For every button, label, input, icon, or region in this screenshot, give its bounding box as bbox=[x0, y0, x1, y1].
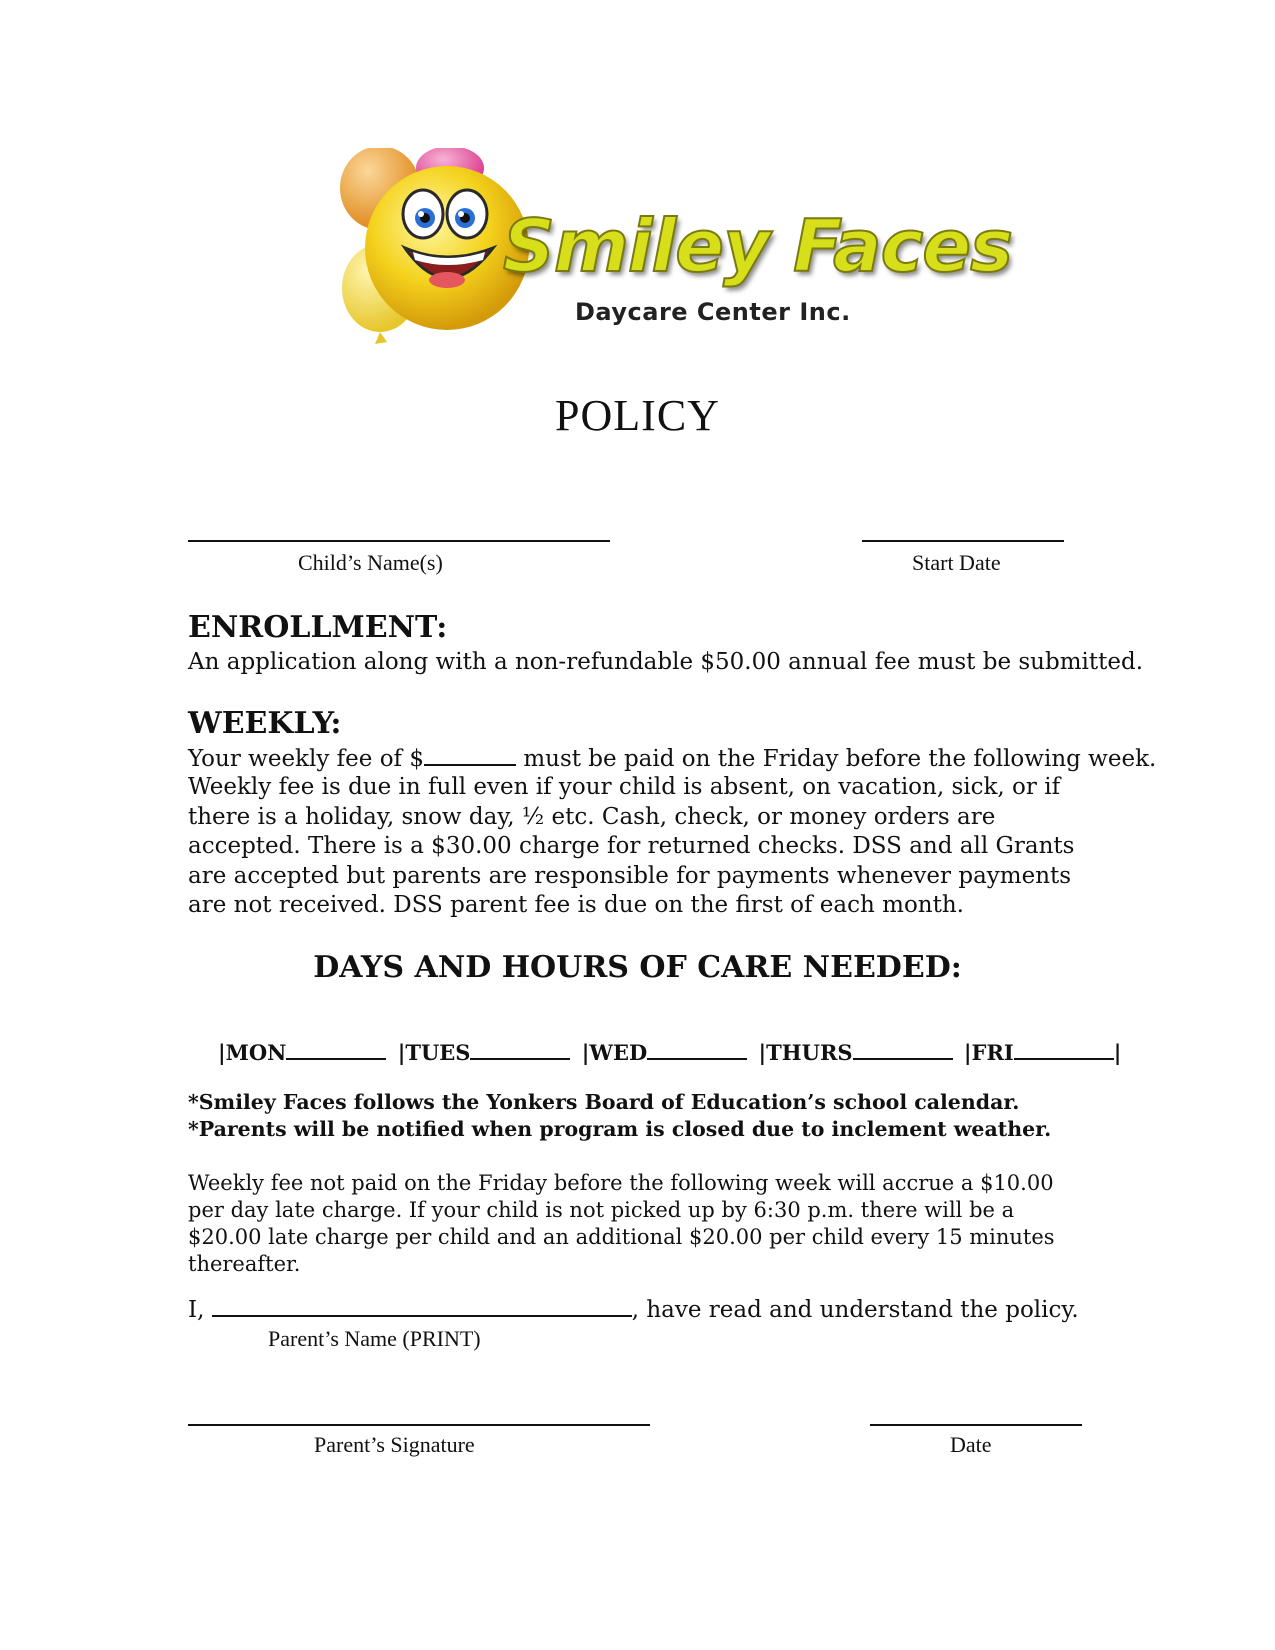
day-thurs-blank[interactable] bbox=[853, 1040, 953, 1060]
acknowledgement-line bbox=[188, 1295, 1079, 1326]
day-mon-label: |MON bbox=[218, 1040, 287, 1065]
enrollment-text: An application along with a non-refundable $50.00 annual fee must be submitted. bbox=[188, 649, 1144, 675]
child-name-line[interactable] bbox=[188, 540, 610, 542]
day-mon-blank[interactable] bbox=[286, 1040, 386, 1060]
parent-name-label: Parent’s Name (PRINT) bbox=[268, 1326, 481, 1351]
start-date-label: Start Date bbox=[912, 550, 1001, 575]
weekly-fee-blank[interactable] bbox=[424, 744, 516, 766]
logo bbox=[335, 148, 1012, 358]
weekly-fee-prefix: Your weekly fee of $ bbox=[188, 746, 425, 772]
signature-date-label: Date bbox=[950, 1432, 992, 1457]
parent-name-blank[interactable] bbox=[212, 1295, 632, 1317]
late-fee-text: Weekly fee not paid on the Friday before the following week will accrue a $10.00 per day late charge. If your child is not picked up by 6:30 p.m. there will be a $20.00 late charge per child and an additional $20.00 per child every 15 minutes thereafter. bbox=[188, 1171, 1055, 1276]
day-wed-blank[interactable] bbox=[647, 1040, 747, 1060]
page-title: POLICY bbox=[555, 391, 720, 440]
day-tues-blank[interactable] bbox=[470, 1040, 570, 1060]
start-date-line[interactable] bbox=[862, 540, 1064, 542]
ack-prefix: I, bbox=[188, 1297, 205, 1323]
weekly-fee-line bbox=[188, 744, 1157, 775]
care-heading: DAYS AND HOURS OF CARE NEEDED: bbox=[313, 950, 962, 985]
signature-line[interactable] bbox=[188, 1424, 650, 1426]
note-calendar: *Smiley Faces follows the Yonkers Board of Education’s school calendar. bbox=[188, 1090, 1020, 1114]
weekly-heading: WEEKLY: bbox=[188, 706, 342, 741]
child-name-label: Child’s Name(s) bbox=[298, 550, 443, 575]
care-days-row bbox=[218, 1040, 1121, 1065]
enrollment-heading: ENROLLMENT: bbox=[188, 610, 448, 645]
logo-title: Smiley Faces bbox=[503, 204, 1012, 288]
note-weather: *Parents will be notified when program is closed due to inclement weather. bbox=[188, 1117, 1052, 1141]
day-wed-label: |WED bbox=[581, 1040, 648, 1065]
day-tues-label: |TUES bbox=[397, 1040, 471, 1065]
weekly-fee-suffix: must be paid on the Friday before the following week. bbox=[516, 746, 1157, 772]
day-thurs-label: |THURS bbox=[758, 1040, 853, 1065]
signature-date-line[interactable] bbox=[870, 1424, 1082, 1426]
logo-tagline: Daycare Center Inc. bbox=[575, 298, 851, 326]
signature-label: Parent’s Signature bbox=[314, 1432, 475, 1457]
days-end-bar: | bbox=[1113, 1040, 1122, 1065]
day-fri-blank[interactable] bbox=[1014, 1040, 1114, 1060]
ack-suffix: , have read and understand the policy. bbox=[631, 1297, 1079, 1323]
weekly-text: Weekly fee is due in full even if your child is absent, on vacation, sick, or if there is a holiday, snow day, ½ etc. Cash, check, or money orders are accepted. There is a $30.00 charge for returned checks. DSS and all Grants are accepted but parents are responsible for payments whenever payments are not received. DSS parent fee is due on the first of each month. bbox=[188, 774, 1075, 918]
day-fri-label: |FRI bbox=[963, 1040, 1014, 1065]
